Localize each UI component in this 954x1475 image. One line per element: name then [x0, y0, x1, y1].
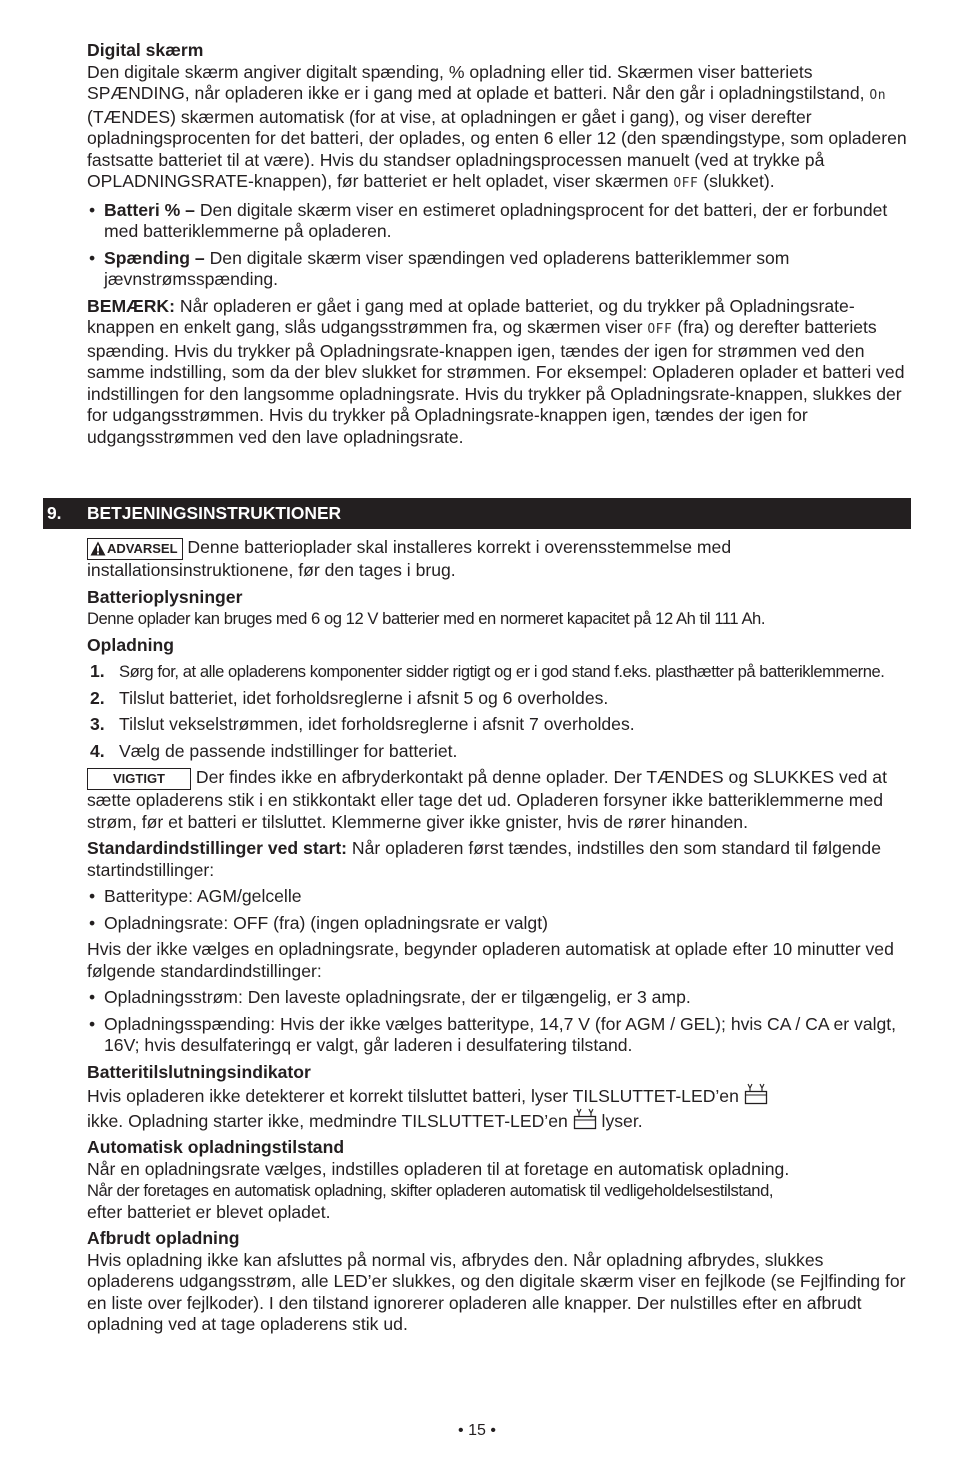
- step-text: Vælg de passende indstillinger for batteriet.: [119, 740, 458, 761]
- bullet-term: Batteri % –: [104, 199, 195, 220]
- step-text: Sørg for, at alle opladerens komponenter sidder rigtigt og er i god stand f.eks. plasthætter på batteriklemmerne.: [119, 662, 885, 681]
- bullet-dot: •: [89, 199, 96, 220]
- auto-start-bullet: [87, 1014, 912, 1057]
- display-heading: Digital skærm: [87, 40, 204, 60]
- charging-heading: Opladning: [87, 634, 174, 655]
- battery-info-heading: Batterioplysninger: [87, 586, 243, 607]
- on-symbol: On: [869, 88, 887, 103]
- display-section: [87, 40, 912, 448]
- warning-label: ADVARSEL: [107, 541, 178, 556]
- step-text: Tilslut batteriet, idet forholdsreglerne i afsnit 5 og 6 overholdes.: [119, 687, 609, 708]
- auto-mode-text-1: Når en opladningsrate vælges, indstilles opladeren til at foretage en automatisk opladning.: [87, 1158, 790, 1179]
- connection-text-2: ikke. Opladning starter ikke, medmindre TILSLUTTET-LED’en: [87, 1110, 568, 1131]
- defaults-bullet: [87, 886, 912, 908]
- bullet-dot: •: [89, 247, 96, 268]
- bullet-voltage: [87, 248, 912, 291]
- off-symbol: OFF: [647, 322, 673, 337]
- auto-mode-text-2: Når der foretages en automatisk opladning, skifter opladeren automatisk til vedligeholdelsestilstand,: [87, 1181, 774, 1200]
- bullet-text: Den digitale skærm viser spændingen ved opladerens batteriklemmer som jævnstrømsspænding.: [104, 247, 790, 289]
- bullet-text: Opladningsrate: OFF (fra) (ingen opladningsrate er valgt): [104, 912, 548, 933]
- operation-section: [87, 537, 912, 1336]
- connection-paragraph: [87, 1083, 912, 1132]
- auto-mode-text-3: efter batteriet er blevet opladet.: [87, 1201, 331, 1222]
- bullet-battery-percent: [87, 200, 912, 243]
- defaults-label: Standardindstillinger ved start:: [87, 838, 348, 858]
- connection-text-3: lyser.: [601, 1110, 643, 1131]
- bullet-dot: •: [89, 886, 96, 906]
- warning-paragraph: [87, 537, 912, 582]
- off-symbol: OFF: [673, 176, 699, 191]
- auto-mode-heading: Automatisk opladningstilstand: [87, 1137, 345, 1157]
- defaults-paragraph: [87, 838, 912, 881]
- step-number: 4.: [90, 740, 105, 761]
- step-number: 1.: [90, 661, 105, 681]
- charging-step: [87, 714, 912, 736]
- aborted-text: Hvis opladning ikke kan afsluttes på normal vis, afbrydes den. Når opladning afbrydes, slukkes opladerens udgangsstrøm, alle LED’er slukkes, og den digitale skærm viser en fejlkode (se Fejlfinding for en liste over fejlkoder). I den tilstand ignorerer opladeren alle knapper. Der nulstilles efter en afbrudt opladning ved at tage opladerens stik ud.: [87, 1249, 906, 1334]
- warning-badge: [87, 538, 183, 560]
- note-paragraph: [87, 296, 912, 449]
- step-text: Tilslut vekselstrømmen, idet forholdsreglerne i afsnit 7 overholdes.: [119, 714, 635, 734]
- display-intro-part-2: (TÆNDES) skærmen automatisk (for at vise, at opladningen er gået i gang), og viser derefter opladningsprocenten for det batteri, der oplades, og enten 6 eller 12 (den spændingstype, som opladeren fastsatte batteriet til at være). Hvis du standser opladningsprocessen manuelt (ved at trykke på OPLADNINGSRATE-knappen), før batteriet er helt opladet, viser skærmen: [87, 106, 907, 191]
- charging-step: [87, 741, 912, 763]
- note-text-2: (fra) og derefter batteriets spænding. Hvis du trykker på Opladningsrate-knappen igen, tændes der igen for strømmen ved den samme indstilling, som da der blev slukket for strømmen. For eksempel: Opladeren oplader et batteri ved indstillingen for den langsomme opladningsrate. Hvis du trykker på Opladningsrate-knappen, slukkes der for udgangsstrømmen. Hvis du trykker på Opladningsrate-knappen igen, tændes der igen for udgangsstrømmen ved den lave opladningsrate.: [87, 317, 905, 447]
- important-paragraph: [87, 767, 912, 833]
- battery-connected-icon: [573, 1108, 597, 1130]
- bullet-dot: •: [89, 912, 96, 933]
- battery-connected-icon: [744, 1083, 768, 1105]
- bullet-dot: •: [89, 1013, 96, 1034]
- warning-text: Denne batterioplader skal installeres korrekt i overensstemmelse med installationsinstruktionene, før den tages i brug.: [87, 537, 732, 580]
- battery-info-text: Denne oplader kan bruges med 6 og 12 V batterier med en normeret kapacitet på 12 Ah til 111 Ah.: [87, 609, 765, 628]
- connection-text-1: Hvis opladeren ikke detekterer et korrekt tilsluttet batteri, lyser TILSLUTTET-LED’en: [87, 1086, 739, 1106]
- auto-start-paragraph: Hvis der ikke vælges en opladningsrate, begynder opladeren automatisk at oplade efter 10 minutter ved følgende standardindstillinger:: [87, 939, 894, 981]
- defaults-text: Når opladeren først tændes, indstilles den som standard til følgende startindstillinger:: [87, 838, 881, 880]
- note-label: BEMÆRK:: [87, 295, 175, 316]
- section-9-header: [43, 498, 911, 529]
- step-number: 2.: [90, 687, 105, 708]
- bullet-text: Opladningsspænding: Hvis der ikke vælges batteritype, 14,7 V (for AGM / GEL); hvis CA / CA er valgt, 16V; hvis desulfateringq er valgt, går laderen i desulfatering tilstand.: [104, 1013, 897, 1055]
- bullet-text: Batteritype: AGM/gelcelle: [104, 886, 302, 906]
- charging-step: [87, 661, 912, 683]
- bullet-dot: •: [89, 987, 96, 1007]
- connection-heading: Batteritilslutningsindikator: [87, 1061, 311, 1082]
- step-number: 3.: [90, 714, 105, 734]
- note-text-1: Når opladeren er gået i gang med at oplade batteriet, og du trykker på Opladningsrate-knappen en enkelt gang, slås udgangsstrømmen fra, og skærmen viser: [87, 295, 855, 337]
- bullet-text: Opladningsstrøm: Den laveste opladningsrate, der er tilgængelig, er 3 amp.: [104, 987, 691, 1007]
- section-title: BETJENINGSINSTRUKTIONER: [87, 503, 342, 523]
- important-badge: VIGTIGT: [87, 768, 191, 790]
- warning-triangle-icon: [90, 541, 106, 556]
- aborted-heading: Afbrudt opladning: [87, 1228, 240, 1248]
- auto-start-bullet: [87, 987, 912, 1009]
- display-intro-part-3: (slukket).: [703, 171, 775, 191]
- display-intro-part-1: Den digitale skærm angiver digitalt spænding, % opladning eller tid. Skærmen viser batteriets SPÆNDING, når opladeren ikke er i gang med at oplade et batteri. Når den går i opladningstilstand,: [87, 61, 865, 103]
- important-text: Der findes ikke en afbryderkontakt på denne oplader. Der TÆNDES og SLUKKES ved at sætte opladerens stik i en stikkontakt eller tage det ud. Opladeren forsyner ikke batteriklemmerne med strøm, før et batteri er tilsluttet. Klemmerne giver ikke gnister, hvis de rører hinanden.: [87, 767, 887, 832]
- bullet-term: Spænding –: [104, 247, 205, 268]
- defaults-bullet: [87, 913, 912, 935]
- page-number: • 15 •: [458, 1422, 496, 1439]
- section-number: 9.: [47, 503, 62, 523]
- display-intro: [87, 62, 912, 195]
- charging-step: [87, 688, 912, 710]
- bullet-text: Den digitale skærm viser en estimeret opladningsprocent for det batteri, der er forbundet med batteriklemmerne på opladeren.: [104, 199, 888, 241]
